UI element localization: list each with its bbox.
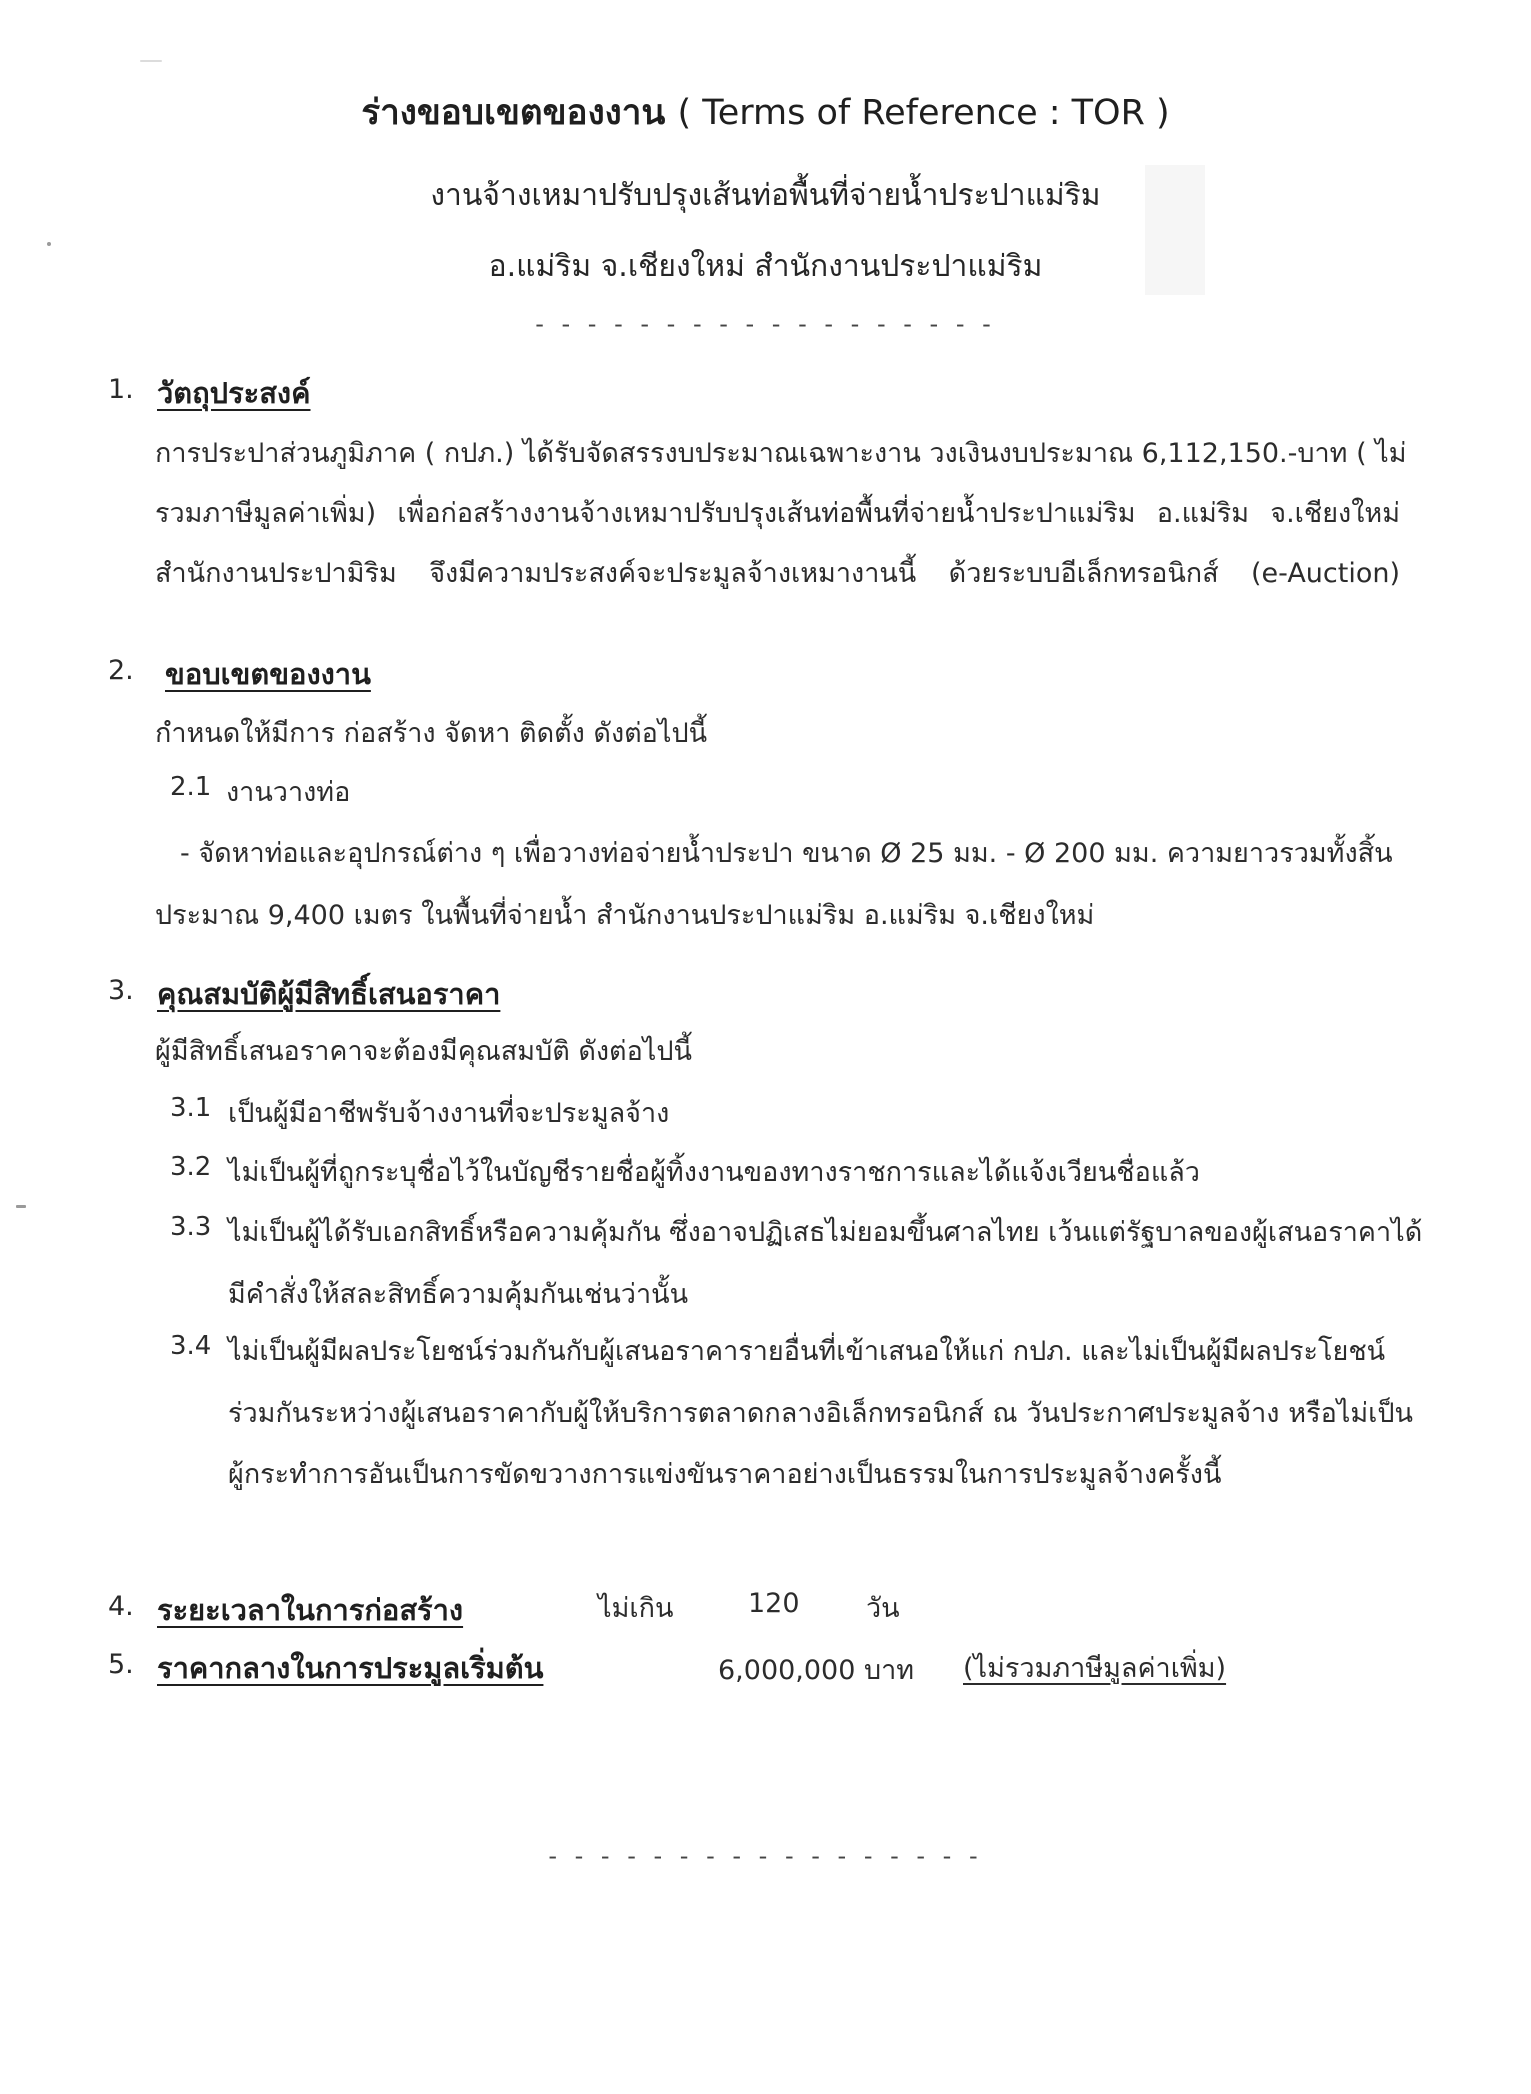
section-1-line-3: สำนักงานประปามิริม จึงมีความประสงค์จะประมูลจ้างเหมางานนี้ ด้วยระบบอีเล็กทรอนิกส์ (e-Auction) (155, 558, 1400, 589)
item-3-4-line-3: ผู้กระทำการอันเป็นการขัดขวางการแข่งขันราคาอย่างเป็นธรรมในการประมูลจ้างครั้งนี้ (228, 1459, 1222, 1490)
section-4-duration-value: 120 (748, 1588, 800, 1619)
title-thai: ร่างขอบเขตของงาน (361, 93, 666, 133)
section-5-number: 5. (108, 1649, 134, 1680)
section-5-heading: ราคากลางในการประมูลเริ่มต้น (157, 1651, 544, 1685)
title-english: ( Terms of Reference : TOR ) (677, 93, 1170, 133)
subtitle-line-1: งานจ้างเหมาปรับปรุงเส้นท่อพื้นที่จ่ายน้ำประปาแม่ริม (430, 178, 1101, 213)
item-3-3-line-1: ไม่เป็นผู้ได้รับเอกสิทธิ์หรือความคุ้มกัน ซึ่งอาจปฏิเสธไม่ยอมขึ้นศาลไทย เว้นแต่รัฐบาลของผู้เสนอราคาได้ (228, 1217, 1423, 1248)
item-3-4-number: 3.4 (170, 1331, 212, 1361)
section-2-1-number: 2.1 (170, 772, 212, 802)
section-5-price-value: 6,000,000 บาท (718, 1655, 915, 1686)
section-1-number: 1. (108, 374, 134, 405)
section-2-line-1: - จัดหาท่อและอุปกรณ์ต่าง ๆ เพื่อวางท่อจ่ายน้ำประปา ขนาด Ø 25 มม. - Ø 200 มม. ความยาวรวมทั้งสิ้น (180, 838, 1393, 869)
section-4-qualifier: ไม่เกิน (598, 1593, 674, 1624)
item-3-4-line-1: ไม่เป็นผู้มีผลประโยชน์ร่วมกันกับผู้เสนอราคารายอื่นที่เข้าเสนอให้แก่ กปภ. และไม่เป็นผู้มีผลประโยชน์ (228, 1336, 1386, 1367)
footer-divider: - - - - - - - - - - - - - - - - - (548, 1842, 983, 1870)
section-2-1-title: งานวางท่อ (226, 777, 351, 808)
item-3-2-line-1: ไม่เป็นผู้ที่ถูกระบุชื่อไว้ในบัญชีรายชื่อผู้ทิ้งงานของทางราชการและได้แจ้งเวียนชื่อแล้ว (228, 1157, 1200, 1188)
section-1-heading: วัตถุประสงค์ (157, 376, 311, 410)
section-2-line-2: ประมาณ 9,400 เมตร ในพื้นที่จ่ายน้ำ สำนักงานประปาแม่ริม อ.แม่ริม จ.เชียงใหม่ (155, 900, 1095, 931)
section-2-number: 2. (108, 655, 134, 686)
section-4-duration-unit: วัน (866, 1593, 900, 1624)
item-3-3-line-2: มีคำสั่งให้สละสิทธิ์ความคุ้มกันเช่นว่านั้น (228, 1279, 689, 1310)
section-4-number: 4. (108, 1591, 134, 1622)
section-3-heading: คุณสมบัติผู้มีสิทธิ์เสนอราคา (157, 977, 501, 1011)
item-3-3-number: 3.3 (170, 1212, 212, 1242)
item-3-4-line-2: ร่วมกันระหว่างผู้เสนอราคากับผู้ให้บริการตลาดกลางอิเล็กทรอนิกส์ ณ วันประกาศประมูลจ้าง หรือไม่เป็น (228, 1398, 1413, 1429)
section-3-intro: ผู้มีสิทธิ์เสนอราคาจะต้องมีคุณสมบัติ ดังต่อไปนี้ (155, 1036, 692, 1067)
section-1-line-2: รวมภาษีมูลค่าเพิ่ม) เพื่อก่อสร้างงานจ้างเหมาปรับปรุงเส้นท่อพื้นที่จ่ายน้ำประปาแม่ริม อ.แม่ริม จ.เชียงใหม่ (155, 498, 1400, 529)
document-title (0, 85, 1531, 140)
section-4-heading: ระยะเวลาในการก่อสร้าง (157, 1593, 464, 1627)
subtitle-line-2: อ.แม่ริม จ.เชียงใหม่ สำนักงานประปาแม่ริม (488, 249, 1043, 284)
section-3-number: 3. (108, 975, 134, 1006)
scan-speck (140, 60, 162, 62)
item-3-1-number: 3.1 (170, 1093, 212, 1123)
section-2-heading: ขอบเขตของงาน (165, 657, 371, 691)
header-divider: - - - - - - - - - - - - - - - - - - (535, 310, 996, 338)
item-3-2-number: 3.2 (170, 1152, 212, 1182)
item-3-1-line-1: เป็นผู้มีอาชีพรับจ้างงานที่จะประมูลจ้าง (228, 1098, 670, 1129)
scan-speck (16, 1205, 26, 1208)
section-5-vat-note: (ไม่รวมภาษีมูลค่าเพิ่ม) (963, 1653, 1227, 1684)
section-1-line-1: การประปาส่วนภูมิภาค ( กปภ.) ได้รับจัดสรรงบประมาณเฉพาะงาน วงเงินงบประมาณ 6,112,150.-บาท ( ไม่ (155, 438, 1407, 469)
section-2-intro: กำหนดให้มีการ ก่อสร้าง จัดหา ติดตั้ง ดังต่อไปนี้ (155, 718, 708, 749)
